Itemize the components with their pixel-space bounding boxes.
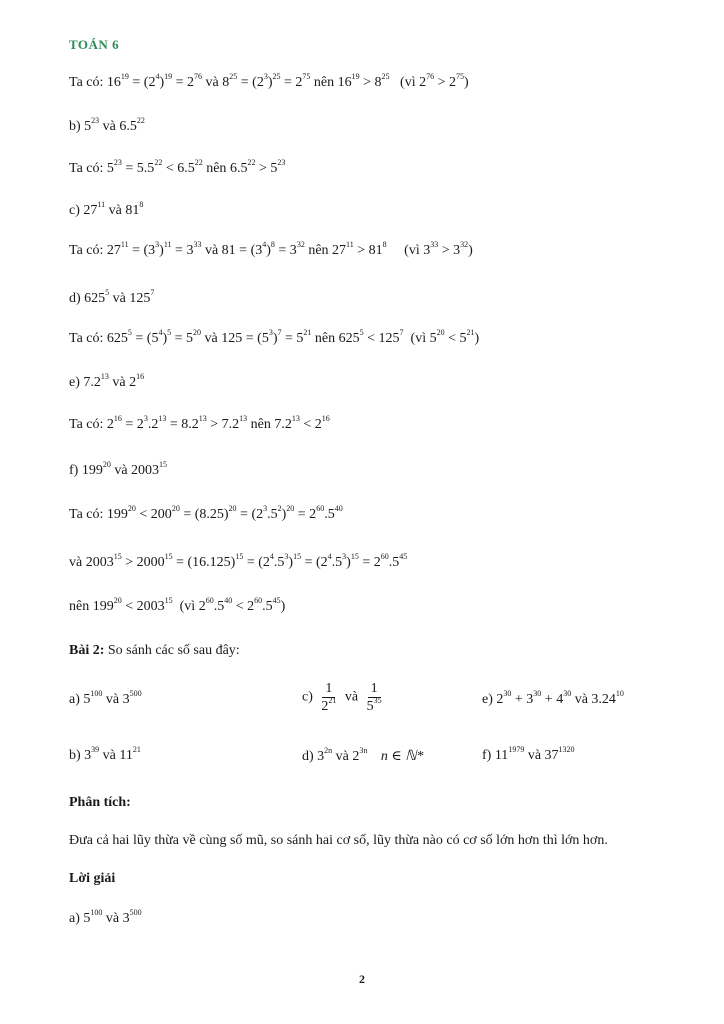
solution-a-start: a) $5^{100}$ và $3^{500}$: [69, 908, 142, 926]
problem-b: b) $5^{23}$ và $6.5^{22}$: [69, 116, 145, 134]
solution-heading: Lời giải: [69, 871, 116, 886]
analysis-text: Đưa cả hai lũy thừa về cùng số mũ, so sánh hai cơ số, lũy thừa nào có cơ số lớn hơn thì lớn hơn.: [69, 833, 608, 848]
problem-c: c) $27^{11}$ và $81^8$: [69, 200, 144, 218]
solution-line-b: Ta có: $5^{23} = 5.5^{22} < 6.5^{22}$ nên $6.5^{22} > 5^{23}$: [69, 158, 286, 176]
solution-line-f2: và $2003^{15} > 2000^{15} = (16.125)^{15} = (2^4.5^3)^{15} = (2^4.5^3)^{15} = 2^{60}.5^{45}$: [69, 552, 408, 570]
exercise-2-c: c) $\frac{1}{2^{21}}$ và $\frac{1}{5^{35}}$: [302, 681, 382, 714]
problem-d: d) $625^5$ và $125^7$: [69, 288, 155, 306]
page-number: 2: [359, 972, 365, 986]
solution-line-d: Ta có: $625^5 = (5^4)^5 = 5^{20}$ và $125 = (5^3)^7 = 5^{21}$ nên $625^5 < 125^7$ (vì $5^{20} < 5^{21}$): [69, 328, 480, 346]
exercise-2-f: f) $11^{1979}$ và $37^{1320}$: [482, 745, 575, 763]
exercise-2-heading: Bài 2: So sánh các số sau đây:: [69, 643, 240, 658]
solution-line-f3: nên $199^{20} < 2003^{15}$ (vì $2^{60}.5^{40} < 2^{60}.5^{45}$): [69, 596, 286, 614]
solution-line-e: Ta có: $2^{16} = 2^3.2^{13} = 8.2^{13} > 7.2^{13}$ nên $7.2^{13} < 2^{16}$: [69, 414, 330, 432]
problem-e: e) $7.2^{13}$ và $2^{16}$: [69, 372, 145, 390]
page-header: TOÁN 6: [69, 37, 120, 52]
exercise-2-a: a) $5^{100}$ và $3^{500}$: [69, 689, 142, 707]
solution-line-c: Ta có: $27^{11} = (3^3)^{11} = 3^{33}$ và $81 = (3^4)^8 = 3^{32}$ nên $27^{11} > 81^8$ (vì $3^{33} > 3^{32}$): [69, 240, 473, 258]
analysis-heading: Phân tích:: [69, 795, 131, 810]
solution-line-a: Ta có: $16^{19} = (2^4)^{19} = 2^{76}$ và $8^{25} = (2^3)^{25} = 2^{75}$ nên $16^{19} > 8^{25}$ (vì $2^{76} > 2^{75}$): [69, 72, 469, 90]
solution-line-f1: Ta có: $199^{20} < 200^{20} = (8.25)^{20} = (2^3.5^2)^{20} = 2^{60}.5^{40}$: [69, 504, 343, 522]
exercise-2-e: e) $2^{30} + 3^{30} + 4^{30}$ và 3.24$^{10}$: [482, 689, 624, 707]
exercise-2-d: d) $3^{2n}$ và $2^{3n}$ n ∈ ℕ*: [302, 746, 424, 764]
exercise-2-b: b) $3^{39}$ và $11^{21}$: [69, 745, 141, 763]
problem-f: f) $199^{20}$ và 2003$^{15}$: [69, 460, 168, 478]
